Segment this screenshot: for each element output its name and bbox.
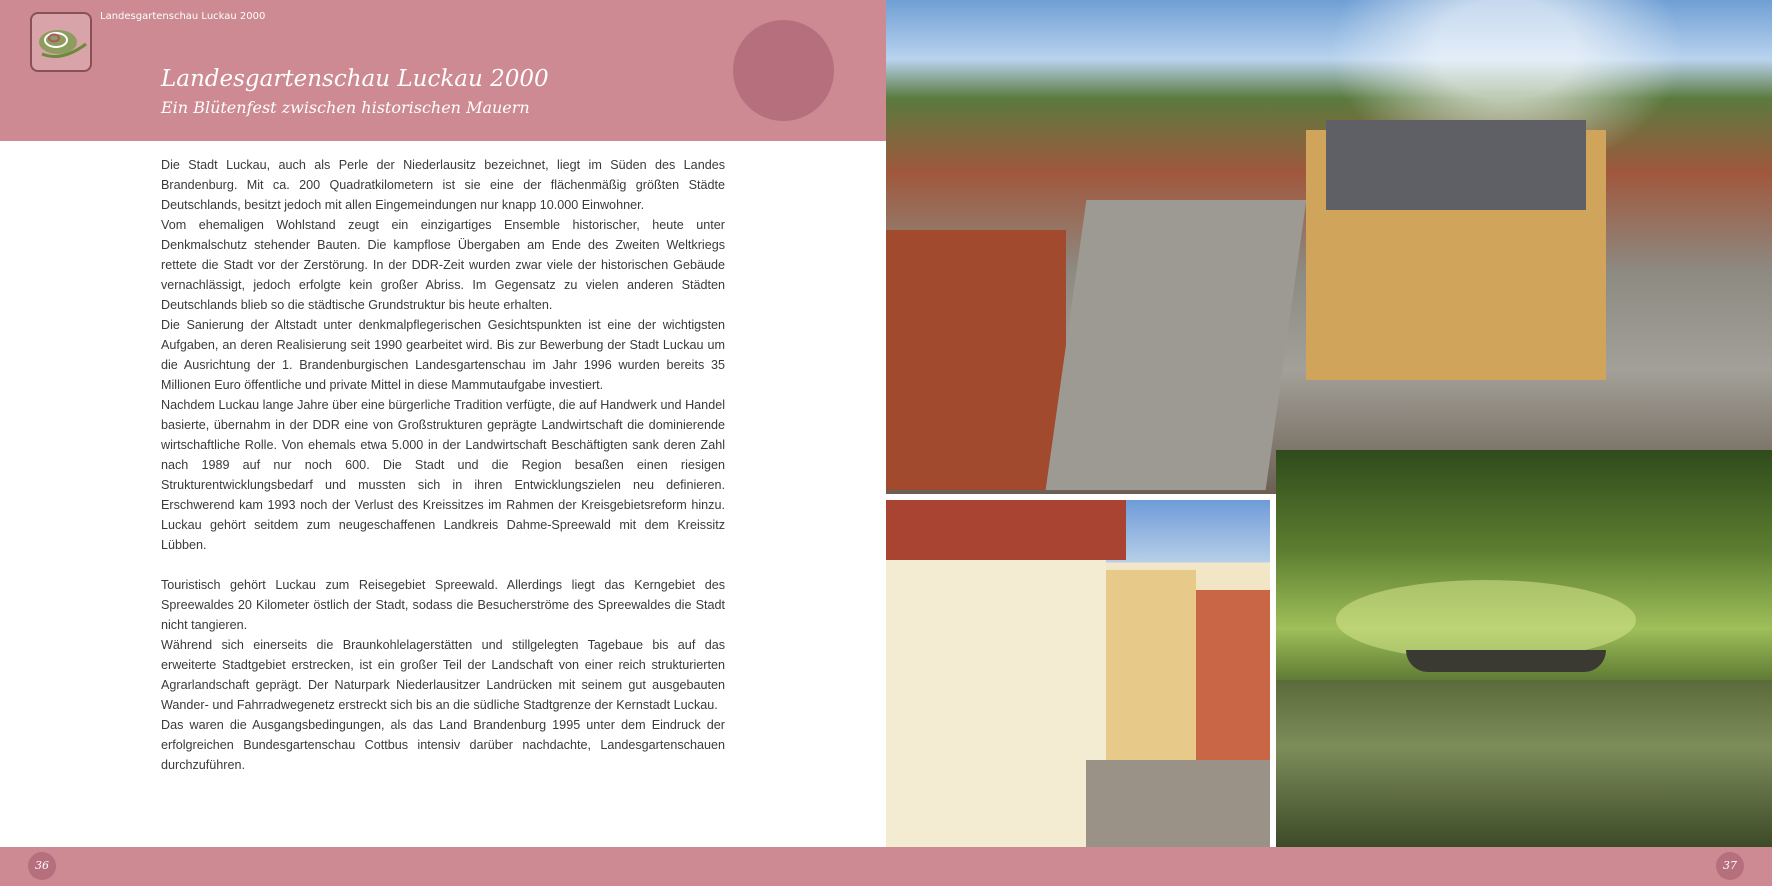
street-houses-photo xyxy=(886,500,1270,847)
paragraph: Die Sanierung der Altstadt unter denkmalpflegerischen Gesichtspunkten ist eine der wichtigsten Aufgaben, an deren Realisierung seit 1990 gearbeitet wird. Bis zur Bewerbung der Stadt Luckau um die Ausrichtung der 1. Brandenburgischen Landesgartenschau im Jahr 1996 wurden bereits 35 Millionen Euro öffentliche und private Mittel in diese Mammutaufgabe investiert. xyxy=(161,318,725,392)
street-house xyxy=(886,540,1106,847)
body-text xyxy=(161,155,725,775)
street-road xyxy=(1086,760,1270,847)
spreewald-river-photo xyxy=(1276,450,1772,847)
paragraph: Während sich einerseits die Braunkohlelagerstätten und stillgelegten Tagebaue bis auf das erweiterte Stadtgebiet erstrecken, ist ein großer Teil der Landschaft von einer reich strukturierten Agrarlandschaft geprägt. Der Naturpark Niederlausitzer Landrücken mit seinem gut ausgebauten Wander- und Fahrradwegenetz erstreckt sich bis an die südliche Stadtgrenze der Kernstadt Luckau. xyxy=(161,638,725,712)
street-house-roof xyxy=(886,500,1126,560)
paragraph: Die Stadt Luckau, auch als Perle der Niederlausitz bezeichnet, liegt im Süden des Landes Brandenburg. Mit ca. 200 Quadratkilometern ist sie eine der flächenmäßig größten Städte Deutschlands, besitzt jedoch mit allen Eingemeindungen nur knapp 10.000 Einwohner. xyxy=(161,158,725,212)
paragraph: Touristisch gehört Luckau zum Reisegebiet Spreewald. Allerdings liegt das Kerngebiet des Spreewaldes 20 Kilometer östlich der Stadt, sodass die Besucherströme des Spreewaldes die Stadt nicht tangieren. xyxy=(161,578,725,632)
paragraph: Nachdem Luckau lange Jahre über eine bürgerliche Tradition verfügte, die auf Handwerk und Handel basierte, übernahm in der DDR eine von Großstrukturen geprägte Landwirtschaft die dominierende wirtschaftliche Rolle. Von ehemals etwa 5.000 in der Landwirtschaft Beschäftigten sank deren Zahl nach 1989 auf nur noch 600. Die Stadt und die Region besaßen einen riesigen Strukturentwicklungsbedarf und mussten sich in ihren Entwicklungszielen neu definieren. Erschwerend kam 1993 noch der Verlust des Kreissitzes im Rahmen der Kreisgebietsreform hinzu. Luckau gehört seitdem zum neugeschaffenen Landkreis Dahme-Spreewald mit dem Kreissitz Lübben. xyxy=(161,398,725,552)
aerial-roofs-area xyxy=(886,230,1066,490)
running-head: Landesgartenschau Luckau 2000 xyxy=(100,11,266,22)
page-title: Landesgartenschau Luckau 2000 xyxy=(161,66,549,92)
page-subtitle: Ein Blütenfest zwischen historischen Mauern xyxy=(161,98,530,117)
river-boat xyxy=(1406,650,1606,672)
footer-band xyxy=(0,847,1772,886)
paragraph: Das waren die Ausgangsbedingungen, als das Land Brandenburg 1995 unter dem Eindruck der erfolgreichen Bundesgartenschau Cottbus intensiv darüber nachdachte, Landesgartenschauen durchzuführen. xyxy=(161,718,725,772)
decorative-circle xyxy=(733,20,834,121)
landesgartenschau-logo-icon xyxy=(30,12,92,72)
page-number-left: 36 xyxy=(28,852,56,880)
paragraph: Vom ehemaligen Wohlstand zeugt ein einzigartiges Ensemble historischer, heute unter Denkmalschutz stehender Bauten. Die kampflose Übergaben am Ende des Zweiten Weltkriegs rettete die Stadt vor der Zerstörung. In der DDR-Zeit wurden zwar viele der historischen Gebäude vernachlässigt, jedoch erfolgte kein großer Abriss. Im Gegensatz zu vielen anderen Städten Deutschlands blieb so die städtische Grundstruktur bis heute erhalten. xyxy=(161,218,725,312)
aerial-town-photo xyxy=(886,0,1772,494)
river-sunlit-meadow xyxy=(1336,580,1636,660)
aerial-market-square xyxy=(1046,200,1307,490)
aerial-town-hall-roof xyxy=(1326,120,1586,210)
header-band xyxy=(0,0,886,141)
page-number-right: 37 xyxy=(1716,852,1744,880)
river-water xyxy=(1276,680,1772,847)
